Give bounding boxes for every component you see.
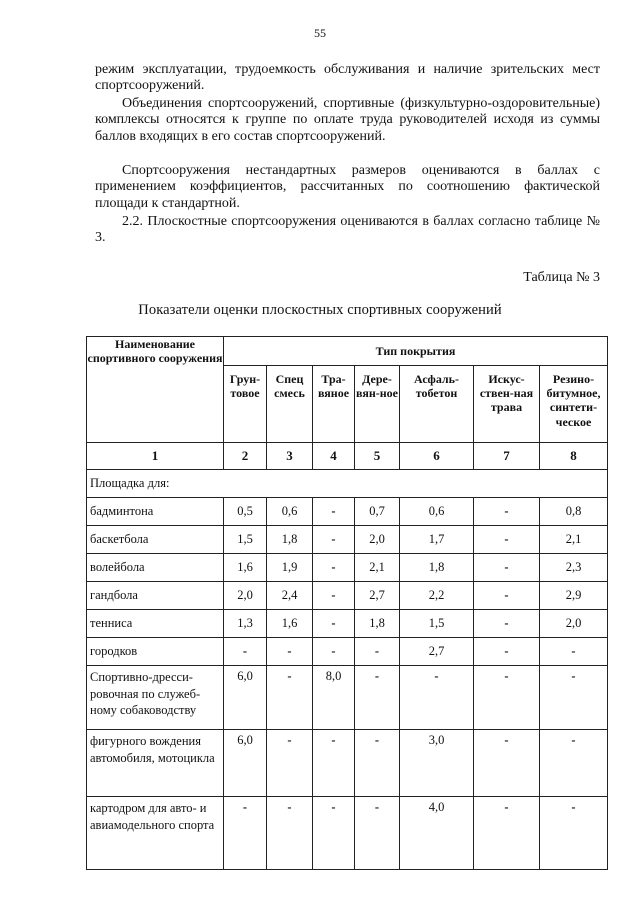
paragraph-2: Объединения спортсооружений, спортивные (физкультурно-оздоровительные) комплексы относятся к группе по оплате труда руководителей исходя из суммы баллов входящих в его состав спортсооружений. [95, 96, 600, 144]
score-cell: 2,3 [540, 554, 608, 582]
score-cell: - [474, 526, 540, 554]
header-artificial-grass: Искус-ствен-ная трава [474, 366, 540, 443]
score-cell: - [474, 730, 540, 797]
score-cell: 2,1 [540, 526, 608, 554]
score-cell: - [313, 610, 355, 638]
facility-name-cell: фигурного вождения автомобиля, мотоцикла [87, 730, 224, 797]
table-row [87, 498, 608, 526]
table-row [87, 638, 608, 666]
score-cell: - [474, 666, 540, 730]
table-row [87, 610, 608, 638]
score-cell: 1,6 [267, 610, 313, 638]
score-cell: - [313, 554, 355, 582]
score-cell: 2,1 [355, 554, 400, 582]
paragraph-3: Спортсооружения нестандартных размеров оцениваются в баллах с применением коэффициентов, рассчитанных по соотношению фактической площади к стандартной. [95, 163, 600, 211]
score-cell: - [355, 797, 400, 870]
group-row [87, 470, 608, 498]
column-number: 7 [474, 443, 540, 470]
score-cell: 0,6 [400, 498, 474, 526]
score-cell: 4,0 [400, 797, 474, 870]
score-cell: - [355, 730, 400, 797]
score-cell: - [474, 797, 540, 870]
score-cell: - [540, 797, 608, 870]
score-cell: - [313, 526, 355, 554]
column-number: 6 [400, 443, 474, 470]
score-cell: - [267, 797, 313, 870]
score-cell: 1,5 [224, 526, 267, 554]
facility-name-cell: бадминтона [87, 498, 224, 526]
score-cell: 2,7 [355, 582, 400, 610]
score-cell: 2,0 [355, 526, 400, 554]
score-cell: - [313, 730, 355, 797]
facility-name-cell: городков [87, 638, 224, 666]
score-cell: 1,3 [224, 610, 267, 638]
score-cell: 2,0 [224, 582, 267, 610]
facility-name-cell: тенниса [87, 610, 224, 638]
score-cell: - [355, 666, 400, 730]
score-cell: 0,7 [355, 498, 400, 526]
score-cell: 6,0 [224, 666, 267, 730]
table-title: Показатели оценки плоскостных спортивных сооружений [138, 302, 502, 318]
table-row [87, 666, 608, 730]
score-cell: 0,8 [540, 498, 608, 526]
score-cell: 8,0 [313, 666, 355, 730]
facility-name-cell: баскетбола [87, 526, 224, 554]
table-row [87, 730, 608, 797]
score-cell: - [474, 610, 540, 638]
group-label: Площадка для: [87, 470, 608, 498]
score-cell: 6,0 [224, 730, 267, 797]
score-cell: 1,8 [267, 526, 313, 554]
score-cell: - [474, 582, 540, 610]
score-cell: - [313, 797, 355, 870]
score-cell: 3,0 [400, 730, 474, 797]
header-wooden: Дере-вян-ное [355, 366, 400, 443]
paragraph-4: 2.2. Плоскостные спортсооружения оцениваются в баллах согласно таблице № 3. [95, 214, 600, 246]
score-cell: - [355, 638, 400, 666]
header-grass: Тра-вяное [313, 366, 355, 443]
score-cell: - [540, 638, 608, 666]
score-cell: 1,6 [224, 554, 267, 582]
score-cell: - [313, 638, 355, 666]
facility-name-cell: гандбола [87, 582, 224, 610]
score-cell: - [267, 638, 313, 666]
score-cell: - [313, 498, 355, 526]
score-cell: - [224, 638, 267, 666]
column-number: 1 [87, 443, 224, 470]
column-number: 5 [355, 443, 400, 470]
score-cell: 0,5 [224, 498, 267, 526]
column-numbers-row [87, 443, 608, 470]
header-surface-type: Тип покрытия [224, 337, 608, 366]
header-special-mix: Спец смесь [267, 366, 313, 443]
facility-name-cell: картодром для авто- и авиамодельного спорта [87, 797, 224, 870]
header-rubber-bitumen: Резино-битумное, синтети-ческое [540, 366, 608, 443]
score-cell: - [474, 638, 540, 666]
table-row [87, 582, 608, 610]
column-number: 4 [313, 443, 355, 470]
score-cell: 1,9 [267, 554, 313, 582]
table-caption: Таблица № 3 [523, 270, 600, 285]
score-cell: 1,5 [400, 610, 474, 638]
score-cell: 1,8 [400, 554, 474, 582]
table-row [87, 554, 608, 582]
facility-name-cell: Спортивно-дресси-ровочная по служеб-ному собаководству [87, 666, 224, 730]
paragraph-1: режим эксплуатации, трудоемкость обслуживания и наличие зрительских мест спортсооружений. [95, 62, 600, 94]
score-cell: 2,4 [267, 582, 313, 610]
score-cell: 0,6 [267, 498, 313, 526]
score-cell: 2,2 [400, 582, 474, 610]
header-asphalt: Асфаль-тобетон [400, 366, 474, 443]
column-number: 3 [267, 443, 313, 470]
score-cell: 2,0 [540, 610, 608, 638]
score-cell: - [474, 554, 540, 582]
score-cell: 2,9 [540, 582, 608, 610]
header-ground: Грун-товое [224, 366, 267, 443]
score-cell: - [474, 498, 540, 526]
score-cell: - [267, 666, 313, 730]
sports-facilities-table [86, 336, 608, 870]
facility-name-cell: волейбола [87, 554, 224, 582]
score-cell: - [540, 666, 608, 730]
header-facility-name: Наименование спортивного сооружения [87, 337, 224, 443]
column-number: 2 [224, 443, 267, 470]
score-cell: - [224, 797, 267, 870]
score-cell: 1,7 [400, 526, 474, 554]
page-number: 55 [314, 26, 326, 40]
score-cell: - [313, 582, 355, 610]
score-cell: - [540, 730, 608, 797]
table-row [87, 526, 608, 554]
score-cell: - [267, 730, 313, 797]
table-row [87, 797, 608, 870]
column-number: 8 [540, 443, 608, 470]
score-cell: 1,8 [355, 610, 400, 638]
score-cell: - [400, 666, 474, 730]
score-cell: 2,7 [400, 638, 474, 666]
